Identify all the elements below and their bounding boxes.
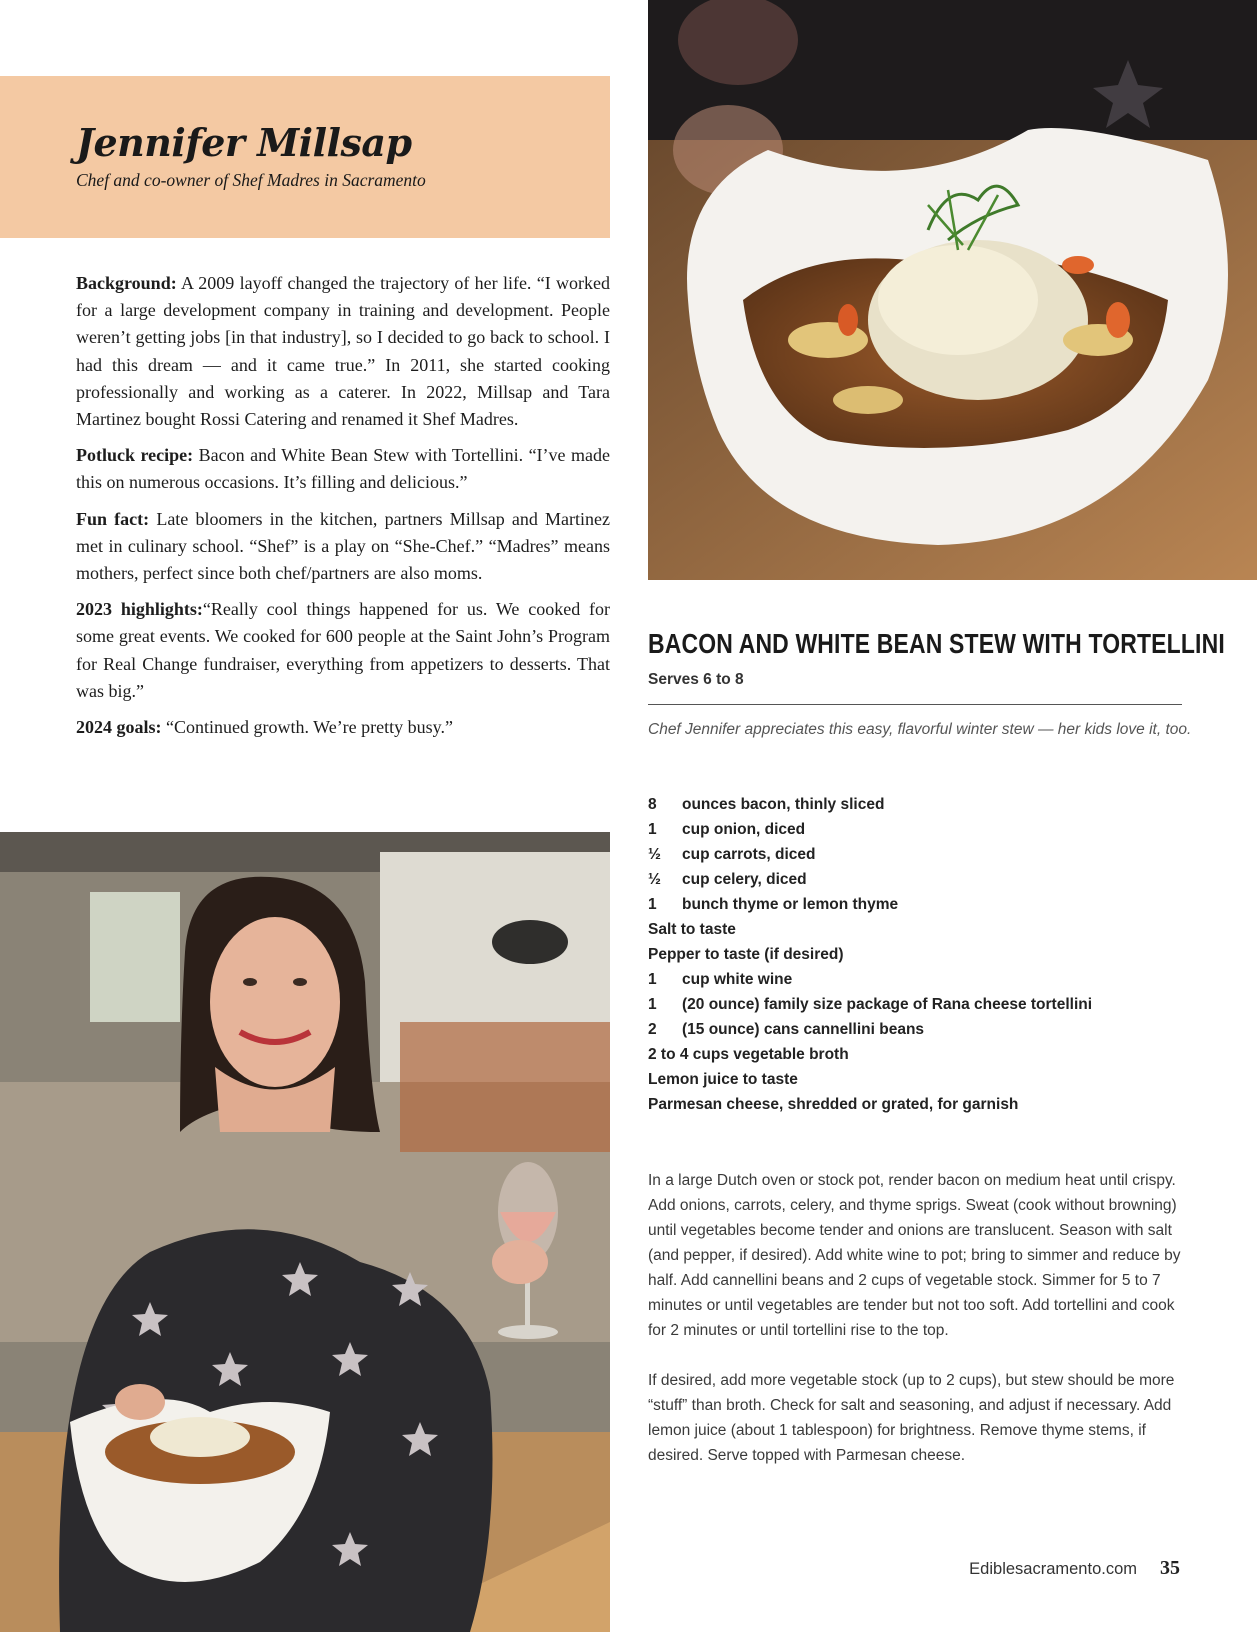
bio-text: “Really cool things happened for us. We cooked for some great events. We cooked for 600 people at the Saint John’s Program for Real Change fundraiser, everything from appetizers to desserts. That was big.” <box>76 599 610 701</box>
recipe-method <box>648 1168 1182 1493</box>
ingredient-list <box>648 792 1228 1117</box>
ingredient-item: ounces bacon, thinly sliced <box>682 796 885 813</box>
ingredient-qty: 1 <box>648 996 657 1013</box>
ingredient-item: Pepper to taste (if desired) <box>648 946 844 963</box>
ingredient-row <box>648 942 1228 967</box>
bio-label: Background: <box>76 273 177 293</box>
ingredient-item: cup white wine <box>682 971 793 988</box>
bio-label: 2024 goals: <box>76 717 162 738</box>
ingredient-row <box>648 967 1228 992</box>
bio-paragraph <box>76 506 610 588</box>
page-number: 35 <box>1160 1557 1180 1579</box>
method-paragraph: If desired, add more vegetable stock (up to 2 cups), but stew should be more “stuff” than broth. Check for salt and seasoning, and adjust if necessary. Add lemon juice (about 1 tablespoon) for brightness. Remove thyme stems, if desired. Serve topped with Parmesan cheese. <box>648 1372 1175 1464</box>
ingredient-qty: 2 <box>648 1021 657 1038</box>
bio-text: Late bloomers in the kitchen, partners Millsap and Martinez met in culinary school. “Shef” is a play on “She-Chef.” “Madres” means mothers, perfect since both chef/partners are also moms. <box>76 508 610 584</box>
bio-text: Bacon and White Bean Stew with Tortellini. “I’ve made this on numerous occasions. It’s filling and delicious.” <box>76 445 611 493</box>
bio-paragraph <box>76 714 610 741</box>
bio-section <box>76 270 610 750</box>
bio-label: 2023 highlights: <box>76 599 203 620</box>
ingredient-row <box>648 1092 1228 1117</box>
ingredient-row <box>648 867 1228 892</box>
recipe-title: BACON AND WHITE BEAN STEW WITH TORTELLINI <box>648 628 1225 659</box>
recipe-divider <box>648 704 1182 705</box>
method-paragraph: In a large Dutch oven or stock pot, render bacon on medium heat until crispy. Add onions, carrots, celery, and thyme sprigs. Sweat (cook without browning) until vegetables become tender and onions are translucent. Season with salt (and pepper, if desired). Add white wine to pot; bring to simmer and reduce by half. Add cannellini beans and 2 cups of vegetable stock. Simmer for 5 to 7 minutes or until vegetables are tender but not too soft. Add tortellini and cook for 2 minutes or until tortellini rise to the top. <box>648 1172 1181 1339</box>
ingredient-item: Lemon juice to taste <box>648 1071 798 1088</box>
ingredient-qty: ½ <box>648 871 661 888</box>
recipe-intro: Chef Jennifer appreciates this easy, flavorful winter stew — her kids love it, too. <box>648 721 1192 738</box>
bio-text: A 2009 layoff changed the trajectory of her life. “I worked for a large development company in training and development. People weren’t getting jobs [in that industry], so I decided to go back to school. I had this dream — and it came true.” In 2011, she started cooking professionally and working as a caterer. In 2022, Millsap and Tara Martinez bought Rossi Catering and renamed it Shef Madres. <box>76 273 610 430</box>
ingredient-qty: ½ <box>648 846 661 863</box>
ingredient-qty: 1 <box>648 821 657 838</box>
profile-name: Jennifer Millsap <box>76 120 412 165</box>
ingredient-row <box>648 917 1228 942</box>
recipe-serves: Serves 6 to 8 <box>648 671 744 688</box>
ingredient-qty: 8 <box>648 796 657 813</box>
ingredient-item: cup onion, diced <box>682 821 806 838</box>
bio-paragraph <box>76 270 610 433</box>
ingredient-qty: 1 <box>648 971 657 988</box>
ingredient-item: cup celery, diced <box>682 871 807 888</box>
ingredient-item: Salt to taste <box>648 921 736 938</box>
footer-website: Ediblesacramento.com <box>969 1560 1137 1578</box>
ingredient-row <box>648 817 1228 842</box>
ingredient-row <box>648 1067 1228 1092</box>
bio-paragraph <box>76 596 610 705</box>
ingredient-row <box>648 792 1228 817</box>
chef-portrait-photo <box>0 832 610 1632</box>
ingredient-row <box>648 842 1228 867</box>
stew-bowl-photo <box>648 0 1257 580</box>
bio-label: Potluck recipe: <box>76 445 194 466</box>
ingredient-item: bunch thyme or lemon thyme <box>682 896 899 913</box>
ingredient-row <box>648 992 1228 1017</box>
ingredient-item: (20 ounce) family size package of Rana cheese tortellini <box>682 996 1093 1013</box>
ingredient-qty: 1 <box>648 896 657 913</box>
ingredient-item: (15 ounce) cans cannellini beans <box>682 1021 925 1038</box>
bio-text: “Continued growth. We’re pretty busy.” <box>161 717 453 738</box>
bio-label: Fun fact: <box>76 508 150 529</box>
ingredient-row <box>648 1042 1228 1067</box>
ingredient-row <box>648 892 1228 917</box>
ingredient-item: Parmesan cheese, shredded or grated, for garnish <box>648 1096 1019 1113</box>
ingredient-item: 2 to 4 cups vegetable broth <box>648 1046 849 1063</box>
ingredient-item: cup carrots, diced <box>682 846 816 863</box>
profile-role: Chef and co-owner of Shef Madres in Sacramento <box>76 170 426 190</box>
ingredient-row <box>648 1017 1228 1042</box>
bio-paragraph <box>76 442 610 496</box>
